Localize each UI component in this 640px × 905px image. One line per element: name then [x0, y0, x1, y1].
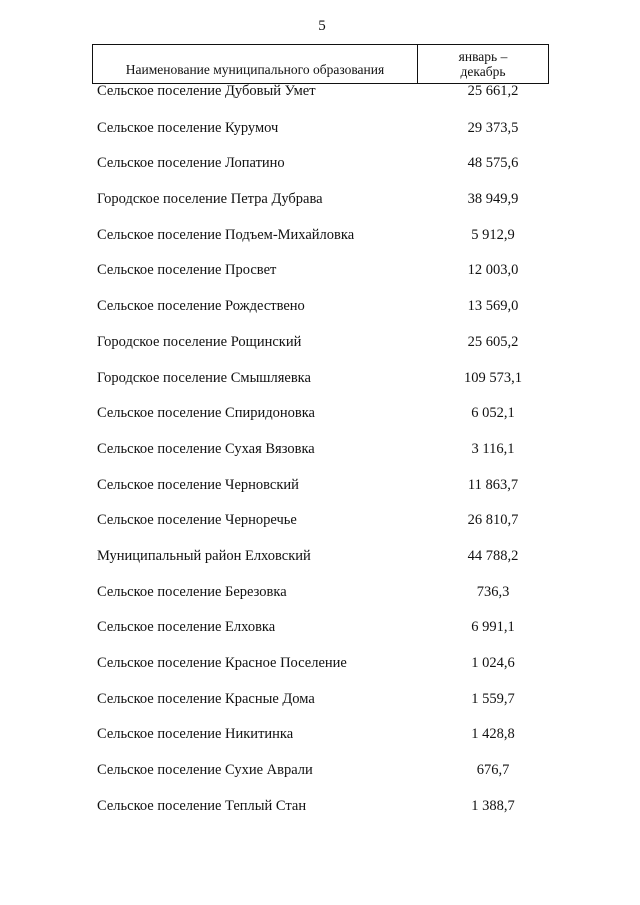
table-row: [0, 120, 640, 156]
table-row: [0, 619, 640, 655]
row-value: 109 573,1: [464, 369, 522, 386]
table-row: [0, 798, 640, 834]
row-value: 11 863,7: [467, 476, 519, 493]
table-row: [0, 155, 640, 191]
table-row: [0, 84, 640, 120]
row-name: Городское поселение Рощинский: [97, 333, 302, 350]
row-name: Сельское поселение Елховка: [97, 619, 276, 636]
row-value: 48 575,6: [467, 155, 519, 172]
row-name: Сельское поселение Просвет: [97, 262, 277, 279]
row-value: 1 388,7: [471, 797, 515, 814]
row-value: 676,7: [476, 762, 510, 779]
table-row: [0, 726, 640, 762]
row-name: Сельское поселение Сухая Вязовка: [97, 440, 315, 457]
table-row: [0, 227, 640, 263]
header-period-column: [418, 45, 548, 83]
header-name-column: Наименование муниципального образования: [93, 45, 418, 83]
header-period-line1: январь –: [458, 49, 508, 64]
row-name: Сельское поселение Красные Дома: [97, 690, 315, 707]
row-name: Сельское поселение Красное Поселение: [97, 655, 347, 671]
table-row: [0, 691, 640, 727]
table-row: [0, 370, 640, 406]
row-value: 3 116,1: [471, 440, 515, 457]
table-row: [0, 405, 640, 441]
row-name: Сельское поселение Дубовый Умет: [97, 83, 316, 99]
table-row: [0, 584, 640, 620]
row-name: Сельское поселение Рождествено: [97, 298, 305, 315]
row-value: 736,3: [476, 583, 510, 600]
row-name: Городское поселение Смышляевка: [97, 369, 311, 386]
table-row: [0, 655, 640, 691]
row-value: 29 373,5: [467, 119, 519, 136]
row-name: Сельское поселение Черноречье: [97, 512, 297, 529]
row-name: Сельское поселение Подъем-Михайловка: [97, 226, 355, 243]
row-name: Сельское поселение Березовка: [97, 583, 287, 600]
table-row: [0, 548, 640, 584]
table-row: [0, 762, 640, 798]
row-value: 25 605,2: [467, 333, 519, 350]
row-name: Сельское поселение Черновский: [97, 476, 299, 493]
table-row: [0, 298, 640, 334]
row-name: Сельское поселение Лопатино: [97, 155, 285, 172]
row-value: 38 949,9: [467, 191, 519, 208]
row-name: Сельское поселение Теплый Стан: [97, 797, 307, 814]
header-period-line2: декабрь: [460, 64, 506, 79]
row-value: 6 991,1: [471, 619, 515, 636]
table-row: [0, 512, 640, 548]
row-name: Муниципальный район Елховский: [97, 547, 311, 564]
row-value: 1 428,8: [471, 726, 515, 743]
table-header: [92, 44, 549, 84]
row-value: 6 052,1: [471, 405, 515, 422]
row-value: 5 912,9: [471, 226, 515, 243]
row-value: 1 024,6: [471, 655, 515, 671]
row-name: Сельское поселение Сухие Аврали: [97, 762, 313, 779]
table-row: [0, 441, 640, 477]
row-name: Сельское поселение Курумоч: [97, 119, 279, 136]
table-row: [0, 334, 640, 370]
page-number: 5: [318, 18, 326, 34]
row-value: 1 559,7: [471, 690, 515, 707]
row-name: Сельское поселение Никитинка: [97, 726, 294, 743]
table-row: [0, 191, 640, 227]
row-value: 25 661,2: [467, 83, 519, 99]
row-value: 26 810,7: [467, 512, 519, 529]
row-name: Сельское поселение Спиридоновка: [97, 405, 315, 422]
row-name: Городское поселение Петра Дубрава: [97, 191, 323, 208]
row-value: 13 569,0: [467, 298, 519, 315]
row-value: 12 003,0: [467, 262, 519, 279]
table-body: [0, 84, 640, 833]
table-row: [0, 262, 640, 298]
table-row: [0, 477, 640, 513]
row-value: 44 788,2: [467, 547, 519, 564]
